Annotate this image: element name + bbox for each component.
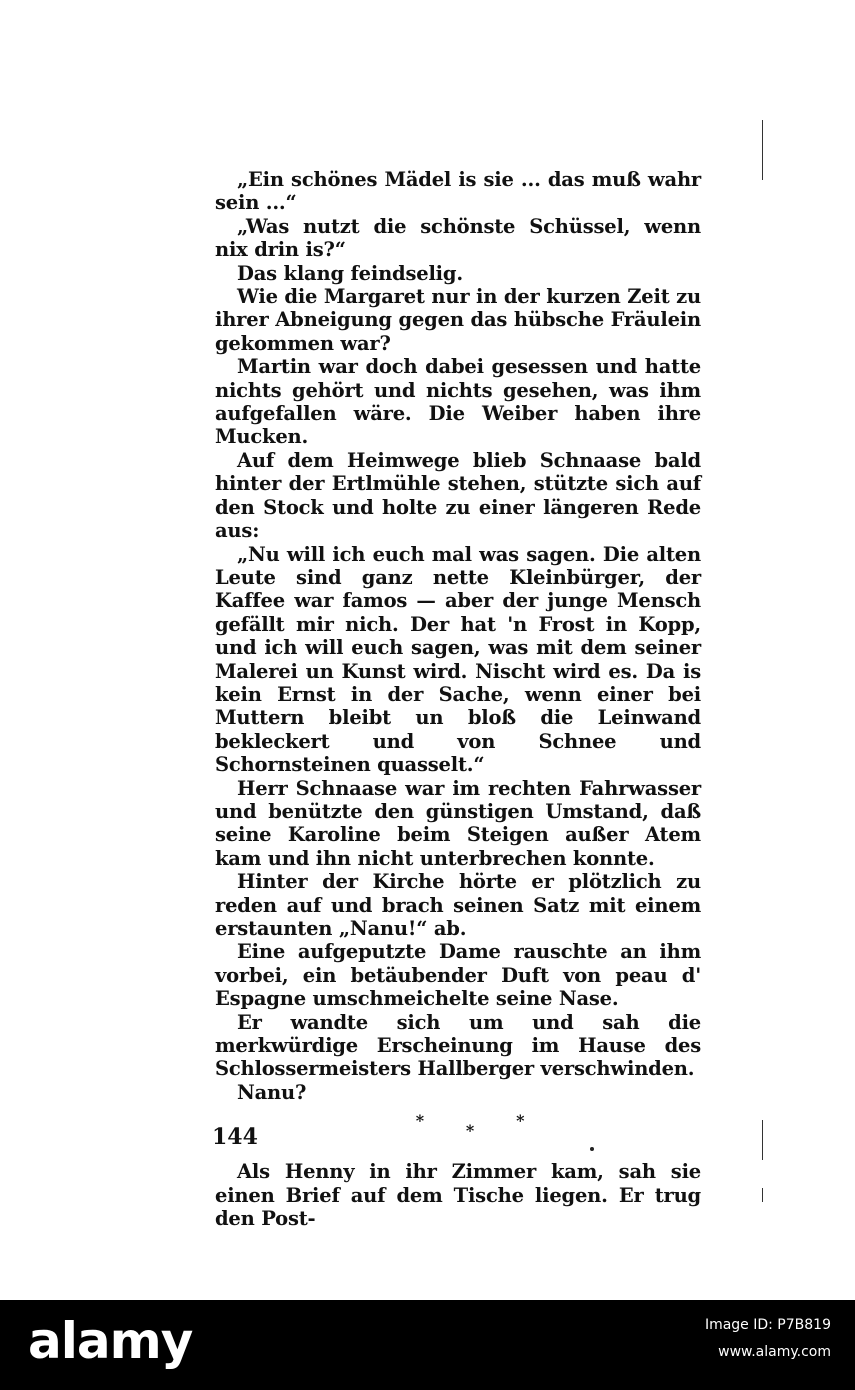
paragraph: Auf dem Heimwege blieb Schnaase bald hinter der Ertlmühle stehen, stützte sich auf den Stock und holte zu einer längeren Rede aus: [215,448,701,543]
site-url: www.alamy.com [718,1344,831,1360]
paragraph: „Ein schönes Mädel is sie ... das muß wahr sein ...“ [215,168,701,215]
alamy-logo: alamy [28,1312,193,1370]
separator-star: * [465,1121,475,1141]
section-separator [227,1110,713,1141]
paragraph: „Was nutzt die schönste Schüssel, wenn nix drin is?“ [215,214,701,262]
page-text [215,168,701,1230]
paragraph: Eine aufgeputzte Dame rauschte an ihm vorbei, ein betäubender Duft von peau d' Espagne umschmeichelte seine Nase. [215,940,701,1011]
paragraph: Nanu? [237,1080,307,1104]
scan-edge-line [762,1188,763,1202]
paragraph: Hinter der Kirche hörte er plötzlich zu reden auf und brach seinen Satz mit einem erstaunten „Nanu!“ ab. [215,870,701,940]
image-id: Image ID: P7B819 [704,1317,831,1333]
watermark-bar [0,1300,855,1390]
paragraph: Herr Schnaase war im rechten Fahrwasser und benützte den günstigen Umstand, daß seine Karoline beim Steigen außer Atem kam und ihn nicht unterbrechen konnte. [215,776,701,870]
separator-star: * [415,1111,424,1131]
scan-edge-line [762,1120,763,1160]
scan-edge-line [762,120,763,180]
paragraph: Als Henny in ihr Zimmer kam, sah sie einen Brief auf dem Tische liegen. Er trug den Post- [215,1160,701,1231]
paragraph: Wie die Margaret nur in der kurzen Zeit zu ihrer Abneigung gegen das hübsche Fräulein gekommen war? [215,285,701,355]
paragraph: „Nu will ich euch mal was sagen. Die alten Leute sind ganz nette Kleinbürger, der Kaffee war famos — aber der junge Mensch gefällt mir nich. Der hat 'n Frost in Kopp, und ich will euch sagen, was mit dem seiner Malerei un Kunst wird. Nischt wird es. Da is kein Ernst in der Sache, wenn einer bei Muttern bleibt un bloß die Leinwand bekleckert und von Schnee und Schornsteinen quasselt.“ [215,542,701,777]
paragraph: Martin war doch dabei gesessen und hatte nichts gehört und nichts gesehen, was ihm aufgefallen wäre. Die Weiber haben ihre Mucken. [215,355,701,449]
paragraph: Das klang feindselig. [237,261,463,285]
paragraph: Er wandte sich um und sah die merkwürdige Erscheinung im Hause des Schlossermeisters Hallberger verschwinden. [215,1010,701,1081]
page-number: 144 [212,1124,258,1150]
separator-star: * [516,1111,525,1131]
scan-speck [590,1147,594,1151]
